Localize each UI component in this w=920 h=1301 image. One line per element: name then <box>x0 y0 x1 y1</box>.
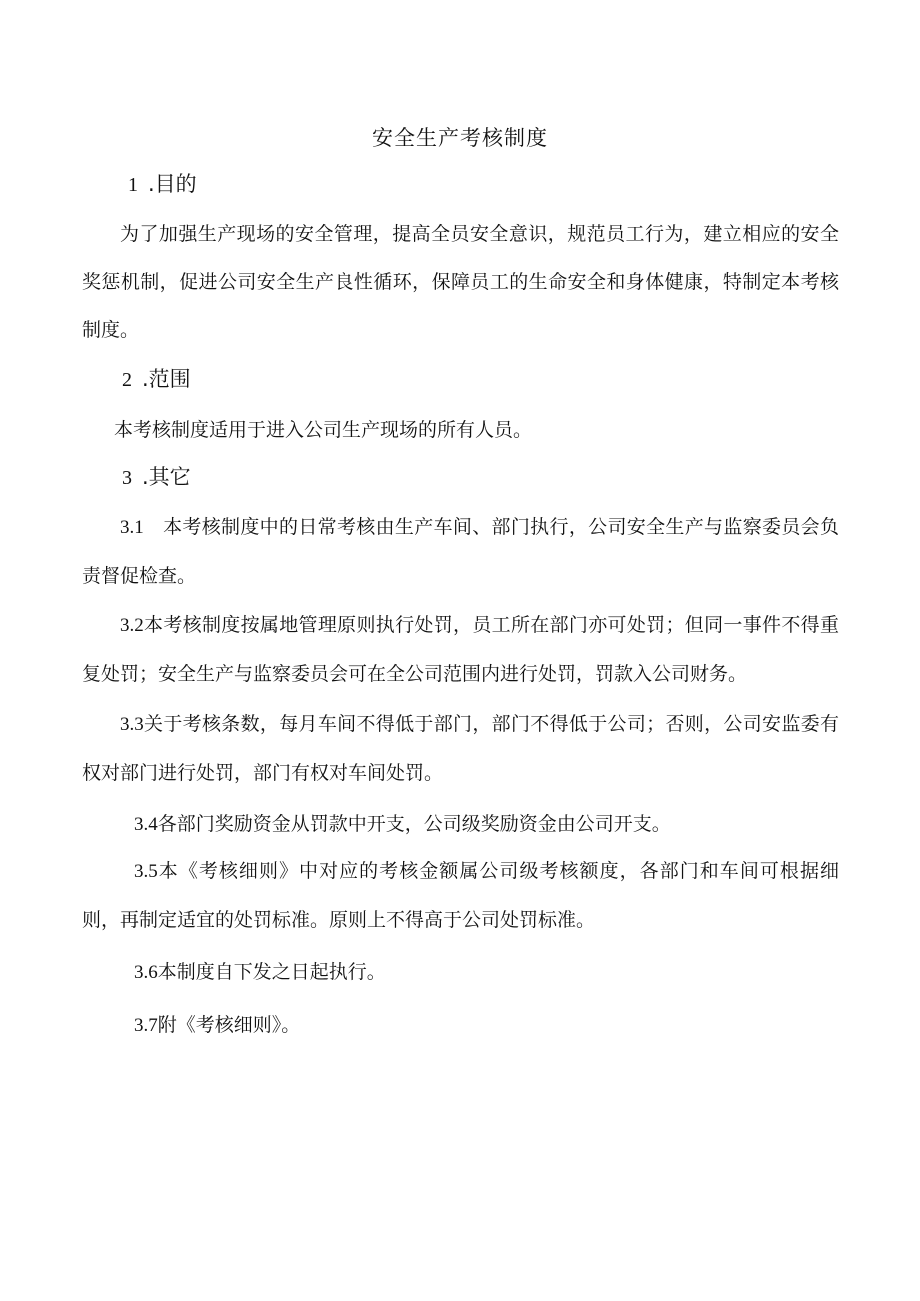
section-number: 3 <box>122 467 132 489</box>
clause-3-3 <box>82 700 839 797</box>
section-number: 1 <box>128 174 138 196</box>
clause-text: 本考核制度中的日常考核由生产车间、部门执行，公司安全生产与监察委员会负责督促检查。 <box>82 516 839 587</box>
clause-text: 本《考核细则》中对应的考核金额属公司级考核额度，各部门和车间可根据细则，再制定适宜的处罚标准。原则上不得高于公司处罚标准。 <box>82 860 839 931</box>
scope-paragraph: 本考核制度适用于进入公司生产现场的所有人员。 <box>114 419 533 441</box>
clause-3-6 <box>134 958 386 987</box>
clause-text: 关于考核条数，每月车间不得低于部门，部门不得低于公司；否则，公司安监委有权对部门进行处罚，部门有权对车间处罚。 <box>82 713 839 784</box>
clause-3-5 <box>82 847 839 944</box>
section-title: .范围 <box>142 367 191 391</box>
clause-number: 3.1 <box>120 517 144 538</box>
clause-number: 3.3 <box>120 714 144 735</box>
section-number: 2 <box>122 369 132 391</box>
section-heading-other <box>122 463 191 492</box>
section-heading-purpose <box>128 170 197 199</box>
clause-number: 3.6 <box>134 962 158 983</box>
clause-3-1 <box>82 503 839 600</box>
section-title: .目的 <box>148 172 197 196</box>
section-title: .其它 <box>142 465 191 489</box>
clause-number: 3.2 <box>120 615 144 636</box>
clause-text: 附《考核细则》。 <box>157 1014 301 1036</box>
clause-number: 3.5 <box>134 861 158 882</box>
clause-text: 本制度自下发之日起执行。 <box>157 961 386 983</box>
document-title: 安全生产考核制度 <box>372 126 548 150</box>
clause-3-7 <box>134 1011 300 1040</box>
clause-number: 3.4 <box>134 814 158 835</box>
clause-text: 各部门奖励资金从罚款中开支，公司级奖励资金由公司开支。 <box>157 813 671 835</box>
clause-number: 3.7 <box>134 1015 158 1036</box>
section-heading-scope <box>122 365 191 394</box>
clause-3-2 <box>82 601 839 698</box>
clause-3-4 <box>134 810 671 839</box>
clause-text: 本考核制度按属地管理原则执行处罚，员工所在部门亦可处罚；但同一事件不得重复处罚；安全生产与监察委员会可在全公司范围内进行处罚，罚款入公司财务。 <box>82 614 839 685</box>
purpose-paragraph: 为了加强生产现场的安全管理，提高全员安全意识，规范员工行为，建立相应的安全奖惩机制，促进公司安全生产良性循环，保障员工的生命安全和身体健康，特制定本考核制度。 <box>82 223 839 341</box>
